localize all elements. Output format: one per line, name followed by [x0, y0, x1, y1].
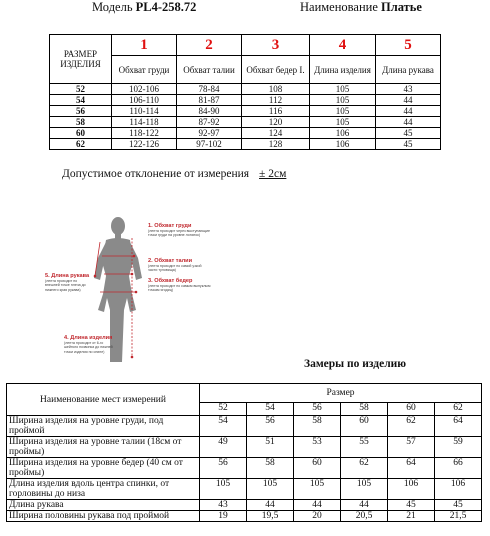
size-column-header: 58 [341, 403, 388, 416]
size-value-cell: 112 [242, 95, 310, 106]
column-label: Длина изделия [310, 56, 376, 84]
measurement-name: Ширина изделия на уровне талии (18см от проймы) [7, 437, 200, 458]
annotation-subtext: нижнего края рукава) [45, 287, 81, 292]
annotation-hips [148, 278, 210, 293]
size-column-header: 52 [200, 403, 247, 416]
size-value-cell: 97-102 [177, 139, 242, 150]
measurement-name: Длина рукава [7, 500, 200, 511]
annotation-title: 2. Обхват талии [148, 258, 193, 264]
annotation-title: 3. Обхват бедер [148, 278, 193, 284]
name-prefix: Наименование [300, 0, 381, 14]
size-value-cell: 105 [310, 106, 376, 117]
column-number: 4 [310, 35, 376, 56]
size-value-cell: 110-114 [112, 106, 177, 117]
size-value-cell: 45 [376, 128, 441, 139]
measurement-value: 62 [341, 458, 388, 479]
size-value-cell: 102-106 [112, 84, 177, 95]
measurement-value: 19 [200, 511, 247, 522]
size-value-cell: 105 [310, 84, 376, 95]
measurements-header-row [7, 384, 482, 403]
annotation-subtext: (лента проходит через выступающие [148, 229, 211, 233]
measurement-value: 44 [341, 500, 388, 511]
size-value-cell: 118-122 [112, 128, 177, 139]
annotation-title: 4. Длина изделия [64, 335, 113, 341]
column-number: 2 [177, 35, 242, 56]
measurement-value: 62 [388, 416, 435, 437]
size-table [49, 34, 441, 150]
tolerance-value: ± 2см [259, 168, 287, 180]
measurement-value: 21,5 [435, 511, 482, 522]
measurement-value: 60 [341, 416, 388, 437]
measurement-value: 57 [388, 437, 435, 458]
size-value-cell: 122-126 [112, 139, 177, 150]
measurement-row [7, 511, 482, 522]
measurement-value: 55 [341, 437, 388, 458]
measurement-value: 64 [388, 458, 435, 479]
annotation-subtext: шейного позвонка до нижней [64, 345, 113, 350]
size-value-cell: 124 [242, 128, 310, 139]
measurement-value: 49 [200, 437, 247, 458]
measurement-value: 60 [294, 458, 341, 479]
measurement-row [7, 500, 482, 511]
size-row [50, 84, 441, 95]
size-value-cell: 43 [376, 84, 441, 95]
measurement-value: 51 [247, 437, 294, 458]
measurement-value: 105 [294, 479, 341, 500]
measurement-value: 56 [247, 416, 294, 437]
measurement-value: 20,5 [341, 511, 388, 522]
measurement-figure [40, 212, 211, 367]
size-cell: 52 [50, 84, 112, 95]
column-number: 3 [242, 35, 310, 56]
measurement-value: 44 [247, 500, 294, 511]
annotation-length [64, 335, 113, 354]
annotation-subtext: внешней точке плеча до [45, 283, 86, 288]
size-value-cell: 128 [242, 139, 310, 150]
column-label: Обхват талии [177, 56, 242, 84]
size-table-body [50, 84, 441, 150]
size-value-cell: 116 [242, 106, 310, 117]
size-value-cell: 84-90 [177, 106, 242, 117]
measurement-value: 54 [200, 416, 247, 437]
measurement-value: 105 [247, 479, 294, 500]
measurements-body [7, 416, 482, 522]
measurement-value: 58 [294, 416, 341, 437]
annotation-subtext: (лента проходит по [45, 279, 78, 283]
size-row [50, 128, 441, 139]
annotation-subtext: точкам ягодиц) [148, 288, 173, 293]
size-column-header: 62 [435, 403, 482, 416]
annotation-subtext: точки груди на уровне лопаток) [148, 233, 201, 238]
column-number: 5 [376, 35, 441, 56]
measurement-name: Ширина изделия на уровне груди, под проймой [7, 416, 200, 437]
annotation-title: 1. Обхват груди [148, 223, 192, 229]
model-heading [92, 0, 196, 15]
annotation-sleeve [45, 273, 89, 292]
size-value-cell: 106-110 [112, 95, 177, 106]
size-row [50, 117, 441, 128]
measurement-row [7, 416, 482, 437]
measurement-value: 66 [435, 458, 482, 479]
size-value-cell: 106 [310, 139, 376, 150]
annotation-waist [148, 258, 202, 273]
size-column-header: 54 [247, 403, 294, 416]
measurement-row [7, 479, 482, 500]
size-row [50, 139, 441, 150]
size-column-header: 60 [388, 403, 435, 416]
column-label: Длина рукава [376, 56, 441, 84]
measurements-name-header: Наименование мест измерений [7, 384, 200, 416]
annotation-subtext: (лента проходит по самым выпуклым [148, 284, 211, 288]
model-prefix: Модель [92, 0, 136, 14]
measurement-value: 58 [247, 458, 294, 479]
size-value-cell: 44 [376, 117, 441, 128]
measurement-value: 44 [294, 500, 341, 511]
measurement-name: Ширина изделия на уровне бедер (40 см от проймы) [7, 458, 200, 479]
measurement-value: 106 [388, 479, 435, 500]
size-value-cell: 120 [242, 117, 310, 128]
measurements-size-header: Размер [200, 384, 482, 403]
size-value-cell: 78-84 [177, 84, 242, 95]
annotation-chest [148, 223, 210, 238]
annotation-title: 5. Длина рукава [45, 273, 90, 279]
annotation-subtext: части туловища) [148, 268, 176, 273]
model-code: PL4-258.72 [135, 0, 197, 14]
measurement-value: 105 [341, 479, 388, 500]
size-cell: 60 [50, 128, 112, 139]
measurement-row [7, 458, 482, 479]
measurement-value: 43 [200, 500, 247, 511]
measurement-value: 56 [200, 458, 247, 479]
tolerance-text: Допустимое отклонение от измерения [62, 168, 250, 180]
measurement-value: 53 [294, 437, 341, 458]
size-value-cell: 105 [310, 117, 376, 128]
size-row [50, 95, 441, 106]
size-cell: 54 [50, 95, 112, 106]
measurement-value: 105 [200, 479, 247, 500]
annotation-subtext: точки изделия по спине) [64, 349, 105, 354]
size-label: РАЗМЕР ИЗДЕЛИЯ [50, 35, 112, 84]
column-label: Обхват бедер I. [242, 56, 310, 84]
measurement-value: 20 [294, 511, 341, 522]
size-cell: 62 [50, 139, 112, 150]
size-value-cell: 108 [242, 84, 310, 95]
size-value-cell: 114-118 [112, 117, 177, 128]
size-column-header: 56 [294, 403, 341, 416]
column-label: Обхват груди [112, 56, 177, 84]
annotation-subtext: (лента проходит от 6-го [64, 341, 104, 345]
size-value-cell: 44 [376, 106, 441, 117]
measurements-table [6, 383, 482, 522]
size-value-cell: 92-97 [177, 128, 242, 139]
size-value-cell: 45 [376, 139, 441, 150]
column-number: 1 [112, 35, 177, 56]
measurements-title: Замеры по изделию [304, 358, 407, 370]
size-cell: 56 [50, 106, 112, 117]
measurement-row [7, 437, 482, 458]
size-value-cell: 106 [310, 128, 376, 139]
size-value-cell: 81-87 [177, 95, 242, 106]
size-value-cell: 44 [376, 95, 441, 106]
measurement-value: 106 [435, 479, 482, 500]
size-row [50, 106, 441, 117]
annotation-subtext: (лента проходит по самой узкой [148, 264, 202, 268]
product-name-heading [300, 0, 422, 15]
size-value-cell: 87-92 [177, 117, 242, 128]
measurement-value: 19,5 [247, 511, 294, 522]
measurement-name: Длина изделия вдоль центра спинки, от горловины до низа [7, 479, 200, 500]
size-table-number-row [50, 35, 441, 56]
measurement-value: 45 [388, 500, 435, 511]
size-value-cell: 105 [310, 95, 376, 106]
measurement-value: 64 [435, 416, 482, 437]
tolerance-note [62, 168, 286, 180]
measurement-value: 59 [435, 437, 482, 458]
measurement-value: 21 [388, 511, 435, 522]
product-name: Платье [381, 0, 422, 14]
measurement-value: 45 [435, 500, 482, 511]
measurement-name: Ширина половины рукава под проймой [7, 511, 200, 522]
size-cell: 58 [50, 117, 112, 128]
